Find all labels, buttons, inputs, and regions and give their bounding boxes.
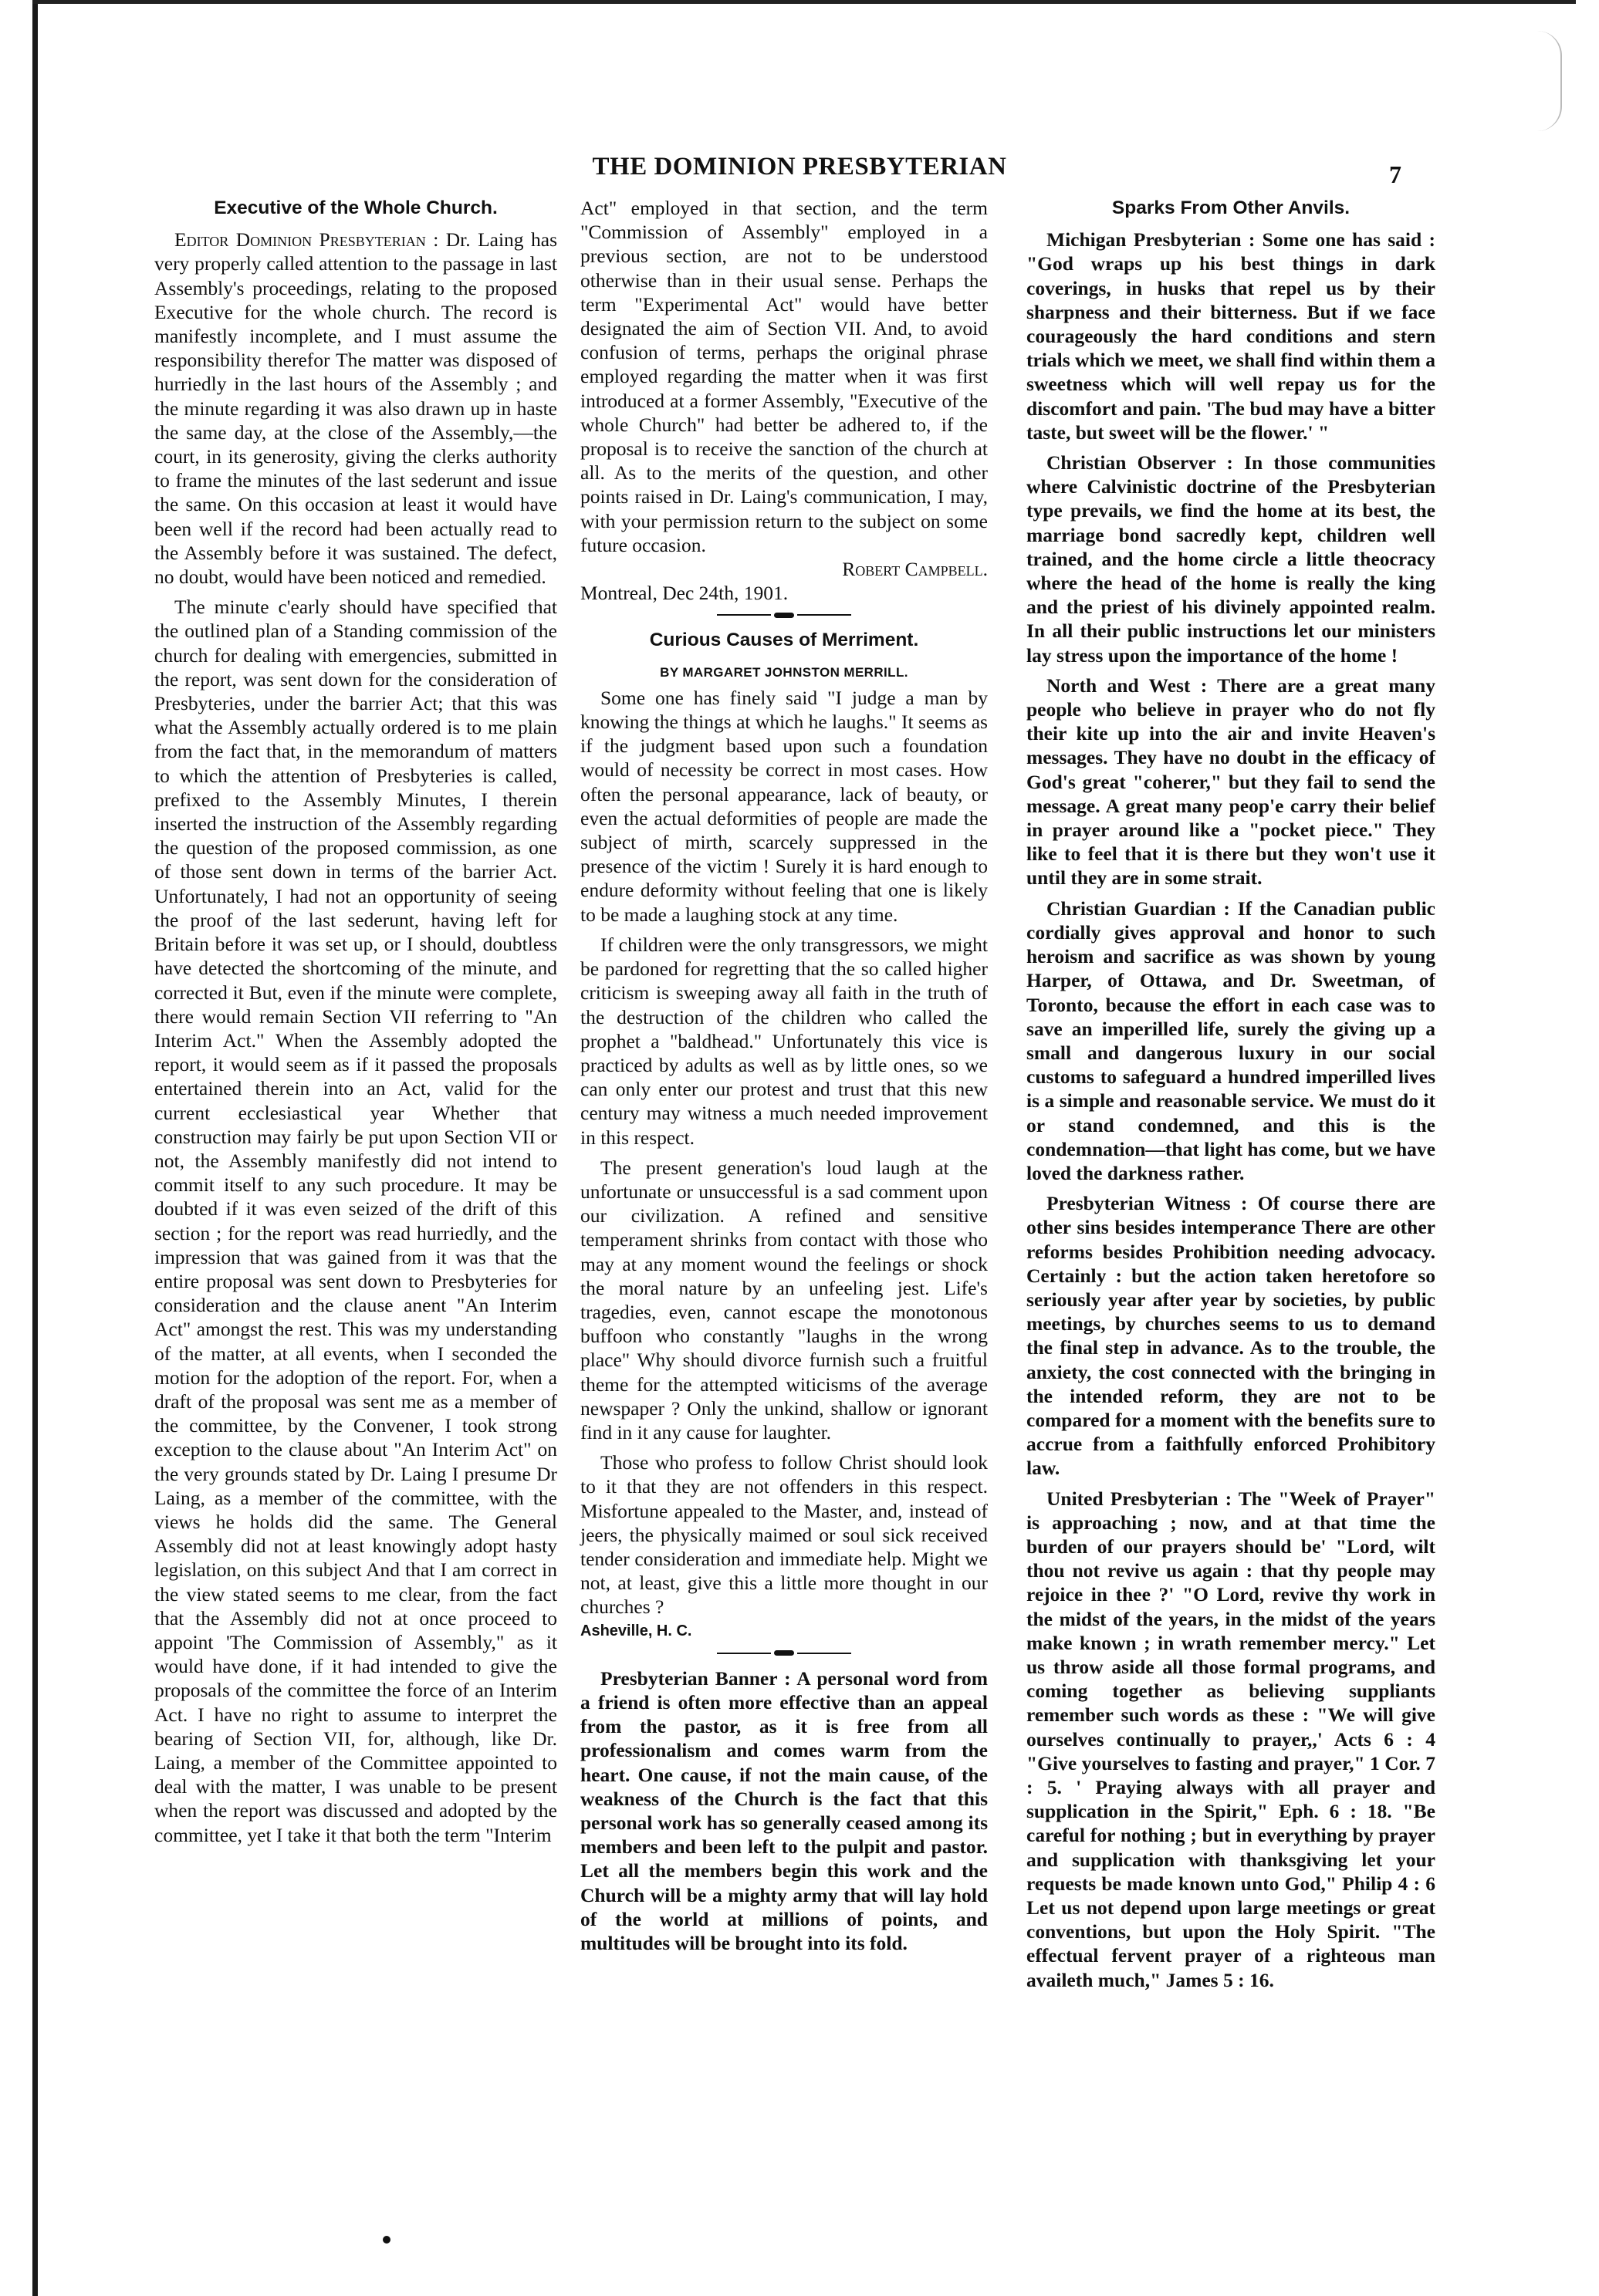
section-divider: [580, 1648, 988, 1659]
article-paragraph: Those who profess to follow Christ should look to it that they are not offenders in this respect. Misfortune appealed to the Master, and, instead of jeers, the physically maimed or soul sick received tender consideration and immediate help. Might we not, at least, give this a little more thought in our churches ?: [580, 1451, 988, 1619]
article-paragraph: Christian Observer : In those communities where Calvinistic doctrine of the Presbyterian type prevails, we find the home at its best, the marriage bond sacredly kept, children well trained, and the home circle a little theocracy where the head of the home is really the king and the priest of his divinely appointed realm. In all their public instructions let our ministers lay stress upon the importance of the home !: [1026, 451, 1435, 667]
article-paragraph: Christian Guardian : If the Canadian public cordially gives approval and honor to such heroism and sacrifice as was shown by young Harper, of Ottawa, and Dr. Sweetman, of Toronto, because the effort in each case was to save an imperilled life, surely the giving up a small and dangerous luxury in our social customs to safeguard a hundred imperilled lives is a simple and reasonable service. We must do it or stand condemned, and this is the condemnation—that light has come, but we have loved the darkness rather.: [1026, 896, 1435, 1184]
column-1: [154, 196, 557, 1847]
signature: Robert Campbell.: [842, 558, 988, 581]
article-paragraph: Presbyterian Banner : A personal word from a friend is often more effective than an appeal from the pastor, as it is free from all professionalism and comes warm from the heart. One cause, if not the main cause, of the weakness of the Church is the fact that this personal work has so generally ceased among its members and been left to the pulpit and pastor. Let all the members begin this work and the Church will be a mighty army that will lay hold of the world at millions of points, and multitudes will be brought into its fold.: [580, 1666, 988, 1955]
salutation: Editor Dominion Presbyterian :: [174, 228, 439, 252]
page-edge-top: [32, 0, 1576, 4]
article-paragraph: [154, 228, 557, 589]
page-edge-left: [32, 0, 38, 2296]
dateline: Montreal, Dec 24th, 1901.: [580, 582, 789, 605]
place-line: Asheville, H. C.: [580, 1622, 692, 1639]
article-paragraph: North and West : There are a great many people who believe in prayer who do not fly their kite up into the air and invite Heaven's messages. They have no doubt in the efficacy of God's great "coherer," but they fail to send the message. A great many peop'e carry their belief in prayer around like a "pocket piece." They like to feel that it is there but they won't use it until they are in some strait.: [1026, 674, 1435, 890]
column-3: [1026, 196, 1435, 1992]
article-heading-merriment: Curious Causes of Merriment.: [649, 630, 919, 651]
article-paragraph: The minute c'early should have specified that the outlined plan of a Standing commission of the church for dealing with emergencies, submitted in the report, was sent down for the consideration of Presbyteries, under the barrier Act; that this was what the Assembly actually ordered is to me plain from the fact that, in the memorandum of matters to which the attention of Presbyteries is called, prefixed to the Assembly Minutes, I therein inserted the instruction of the Assembly regarding the question of the proposed commission, as one of those sent down in terms of the barrier Act. Unfortunately, I had not an opportunity of seeing the proof of the last sederunt, having left for Britain before it was set up, or I should, doubtless have detected the shortcoming of the minute, and corrected it But, even if the minute were complete, there would remain Section VII referring to "An Interim Act." When the Assembly adopted the report, it would seem as if it passed the proposals entertained therein into an Act, valid for the current ecclesiastical year Whether that construction may fairly be put upon Section VII or not, the Assembly manifestly did not intend to commit itself to any such procedure. It may be doubted if it was even seized of the drift of this section ; for the report was read hurriedly, and the impression that was gained from it was that the entire proposal was sent down to Presbyteries for consideration and the clause anent "An Interim Act" amongst the rest. This was my understanding of the matter, at all events, when I seconded the motion for the adoption of the report. For, when a draft of the proposal was sent me as a member of the committee, by the Convener, I took strong exception to the clause about "An Interim Act" on the very grounds stated by Dr. Laing I presume Dr Laing, as a member of the committee, with the views he holds did the same. The General Assembly did not at least knowingly adopt hasty legislation, on this subject And that I am correct in the view stated seems to me clear, from the fact that the Assembly did not at once proceed to appoint 'The Commission of Assembly," as it would have done, if it had intended to give the proposals of the committee the force of an Interim Act. I have no right to assume to interpret the bearing of Section VII, for, although, like Dr. Laing, a member of the Committee appointed to deal with the matter, I was unable to be present when the report was discussed and adopted by the committee, yet I take it that both the term "Interim: [154, 596, 557, 1846]
ink-spot: [383, 2236, 390, 2244]
article-continuation: Act" employed in that section, and the term "Commission of Assembly" employed in a previous section, are not to be understood otherwise than in their usual sense. Perhaps the term "Experimental Act" would have better designated the aim of Section VII. And, to avoid confusion of terms, perhaps the original phrase employed regarding the matter when it was first introduced at a former Assembly, "Executive of the whole Church" had better be adhered to, if the proposal is to receive the sanction of the church at all. As to the merits of the question, and other points raised in Dr. Laing's communication, I may, with your permission return to the subject on some future occasion.: [580, 197, 988, 556]
article-heading-sparks: Sparks From Other Anvils.: [1111, 198, 1351, 218]
masthead: THE DOMINION PRESBYTERIAN: [592, 153, 1007, 181]
article-paragraph: If children were the only transgressors, we might be pardoned for regretting that the so called higher criticism is sweeping away all faith in the truth of the destruction of the children who called the prophet a "baldhead." Unfortunately this vice is practiced by adults as well as by little ones, so we can only enter our protest and trust that this new century may witness a much needed improvement in this respect.: [580, 933, 988, 1149]
page-number: 7: [1389, 160, 1401, 188]
article-paragraph: Presbyterian Witness : Of course there are other sins besides intemperance There are other reforms besides Prohibition needing advocacy. Certainly : but the action taken heretofore so seriously year after year by societies, by public meetings, by churches seems to us to demand the final step in advance. As to the trouble, the anxiety, the cost connected with the bringing in the intended reform, they are not to be compared for a moment with the benefits sure to accrue from a faithfully enforced Prohibitory law.: [1026, 1192, 1435, 1480]
byline: BY MARGARET JOHNSTON MERRILL.: [660, 664, 908, 680]
column-2: [580, 196, 988, 1955]
article-paragraph: Some one has finely said "I judge a man by knowing the things at which he laughs." It seems as if the judgment based upon such a foundation would of necessity be correct in most cases. How often the personal appearance, lack of beauty, or even the actual deformities of people are made the subject of mirth, scarcely suppressed in the presence of the victim ! Surely it is hard enough to endure deformity without feeling that one is likely to be made a laughing stock at any time.: [580, 686, 988, 926]
article-heading-executive: Executive of the Whole Church.: [214, 198, 498, 218]
scan-artifact: [1537, 31, 1562, 131]
section-divider: [580, 609, 988, 620]
article-paragraph: The present generation's loud laugh at the unfortunate or unsuccessful is a sad comment upon our civilization. A refined and sensitive temperament shrinks from contact with those who may at any moment wound the feelings or shock the moral nature by an unfeeling jest. Life's tragedies, even, cannot escape the monotonous buffoon who constantly "laughs in the wrong place" Why should divorce furnish such a fruitful theme for the attempted witicisms of the average newspaper ? Only the unkind, shallow or ignorant find in it any cause for laughter.: [580, 1156, 988, 1443]
article-paragraph: United Presbyterian : The "Week of Prayer" is approaching ; now, and at that time the burden of our prayers should be' "Lord, wilt thou not revive us again : that thy people may rejoice in thee ?' "O Lord, revive thy work in the midst of the years, in the midst of the years make known ; in wrath remember mercy." Let us throw aside all those formal programs, and coming together as believing suppliants remember such words as these : "We will give ourselves continually to prayer,,' Acts 6 : 4 "Give yourselves to fasting and prayer," 1 Cor. 7 : 5. ' Praying always with all prayer and supplication in the Spirit," Eph. 6 : 18. "Be careful for nothing ; but in everything by prayer and supplication with thanksgiving let your requests be made known unto God," Philip 4 : 6 Let us not depend upon large meetings or great conventions, but upon the Holy Spirit. "The effectual fervent prayer of a righteous man availeth much," James 5 : 16.: [1026, 1487, 1435, 1991]
article-paragraph: Michigan Presbyterian : Some one has said : "God wraps up his best things in dark coverings, in husks that repel us by their sharpness and their bitterness. But if we face courageously the hard conditions and stern trials which we meet, we shall find within them a sweetness which will well repay us for the discomfort and pain. 'The bud may have a bitter taste, but sweet will be the flower.' ": [1026, 228, 1435, 444]
paragraph-text: Dr. Laing has very properly called attention to the passage in last Assembly's proceedings, relating to the proposed Executive for the whole church. The record is manifestly incomplete, and I must assume the responsibility therefor The matter was disposed of hurriedly in the last hours of the Assembly ; and the minute regarding it was also drawn up in haste the same day, at the close of the Assembly,—the court, in its generosity, giving the clerks authority to frame the minutes of the last sederunt and issue the same. On this occasion at least it would have been well if the record had been actually read to the Assembly before it was sustained. The defect, no doubt, would have been noticed and remedied.: [154, 228, 557, 589]
